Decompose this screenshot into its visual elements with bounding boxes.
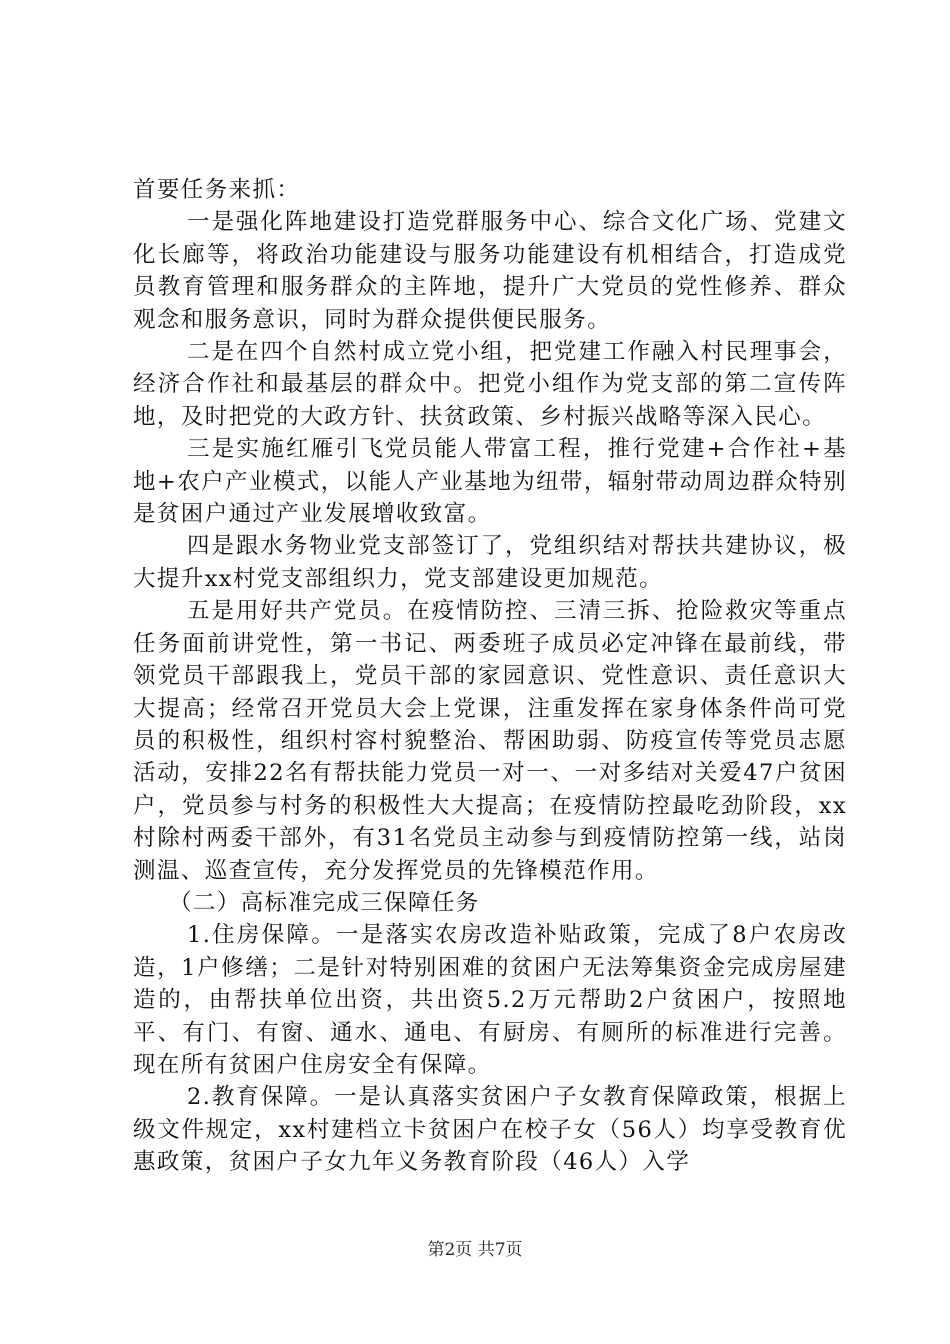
paragraph-continuation: 首要任务来抓：: [133, 177, 301, 203]
document-body: [133, 174, 847, 1179]
paragraph-item-five: 五是用好共产党员。在疫情防控、三清三拆、抢险救灾等重点任务面前讲党性，第一书记、两委班子成员必定冲锋在最前线，带领党员干部跟我上，党员干部的家园意识、党性意识、责任意识大大提高；经常召开党员大会上党课，注重发挥在家身体条件尚可党员的积极性，组织村容村貌整治、帮困助弱、防疫宣传等党员志愿活动，安排22名有帮扶能力党员一对一、一对多结对关爱47户贫困户，党员参与村务的积极性大大提高；在疫情防控最吃劲阶段，xx村除村两委干部外，有31名党员主动参与到疫情防控第一线，站岗测温、巡查宣传，充分发挥党员的先锋模范作用。: [133, 598, 847, 884]
paragraph-item-three: 三是实施红雁引飞党员能人带富工程，推行党建+合作社+基地+农户产业模式，以能人产业基地为纽带，辐射带动周边群众特别是贫困户通过产业发展增收致富。: [133, 436, 847, 528]
paragraph-item-two: 二是在四个自然村成立党小组，把党建工作融入村民理事会，经济合作社和最基层的群众中。把党小组作为党支部的第二宣传阵地，及时把党的大政方针、扶贫政策、乡村振兴战略等深入民心。: [133, 339, 847, 430]
page-number-label: 第2页 共7页: [427, 1240, 523, 1260]
paragraph-item-one: 一是强化阵地建设打造党群服务中心、综合文化广场、党建文化长廊等，将政治功能建设与服务功能建设有机相结合，打造成党员教育管理和服务群众的主阵地，提升广大党员的党性修养、群众观念和服务意识，同时为群众提供便民服务。: [133, 209, 847, 333]
paragraph-housing-guarantee: 1.住房保障。一是落实农房改造补贴政策，完成了8户农房改造，1户修缮；二是针对特别困难的贫困户无法筹集资金完成房屋建造的，由帮扶单位出资，共出资5.2万元帮助2户贫困户，按照地平、有门、有窗、通水、通电、有厨房、有厕所的标准进行完善。现在所有贫困户住房安全有保障。: [133, 922, 847, 1078]
paragraph-item-four: 四是跟水务物业党支部签订了，党组织结对帮扶共建协议，极大提升xx村党支部组织力，党支部建设更加规范。: [133, 533, 847, 592]
section-heading: （二）高标准完成三保障任务: [169, 889, 480, 916]
paragraph-education-guarantee: 2.教育保障。一是认真落实贫困户子女教育保障政策，根据上级文件规定，xx村建档立卡贫困户在校子女（56人）均享受教育优惠政策，贫困户子女九年义务教育阶段（46人）入学: [133, 1084, 847, 1176]
page-footer: [0, 1238, 950, 1262]
